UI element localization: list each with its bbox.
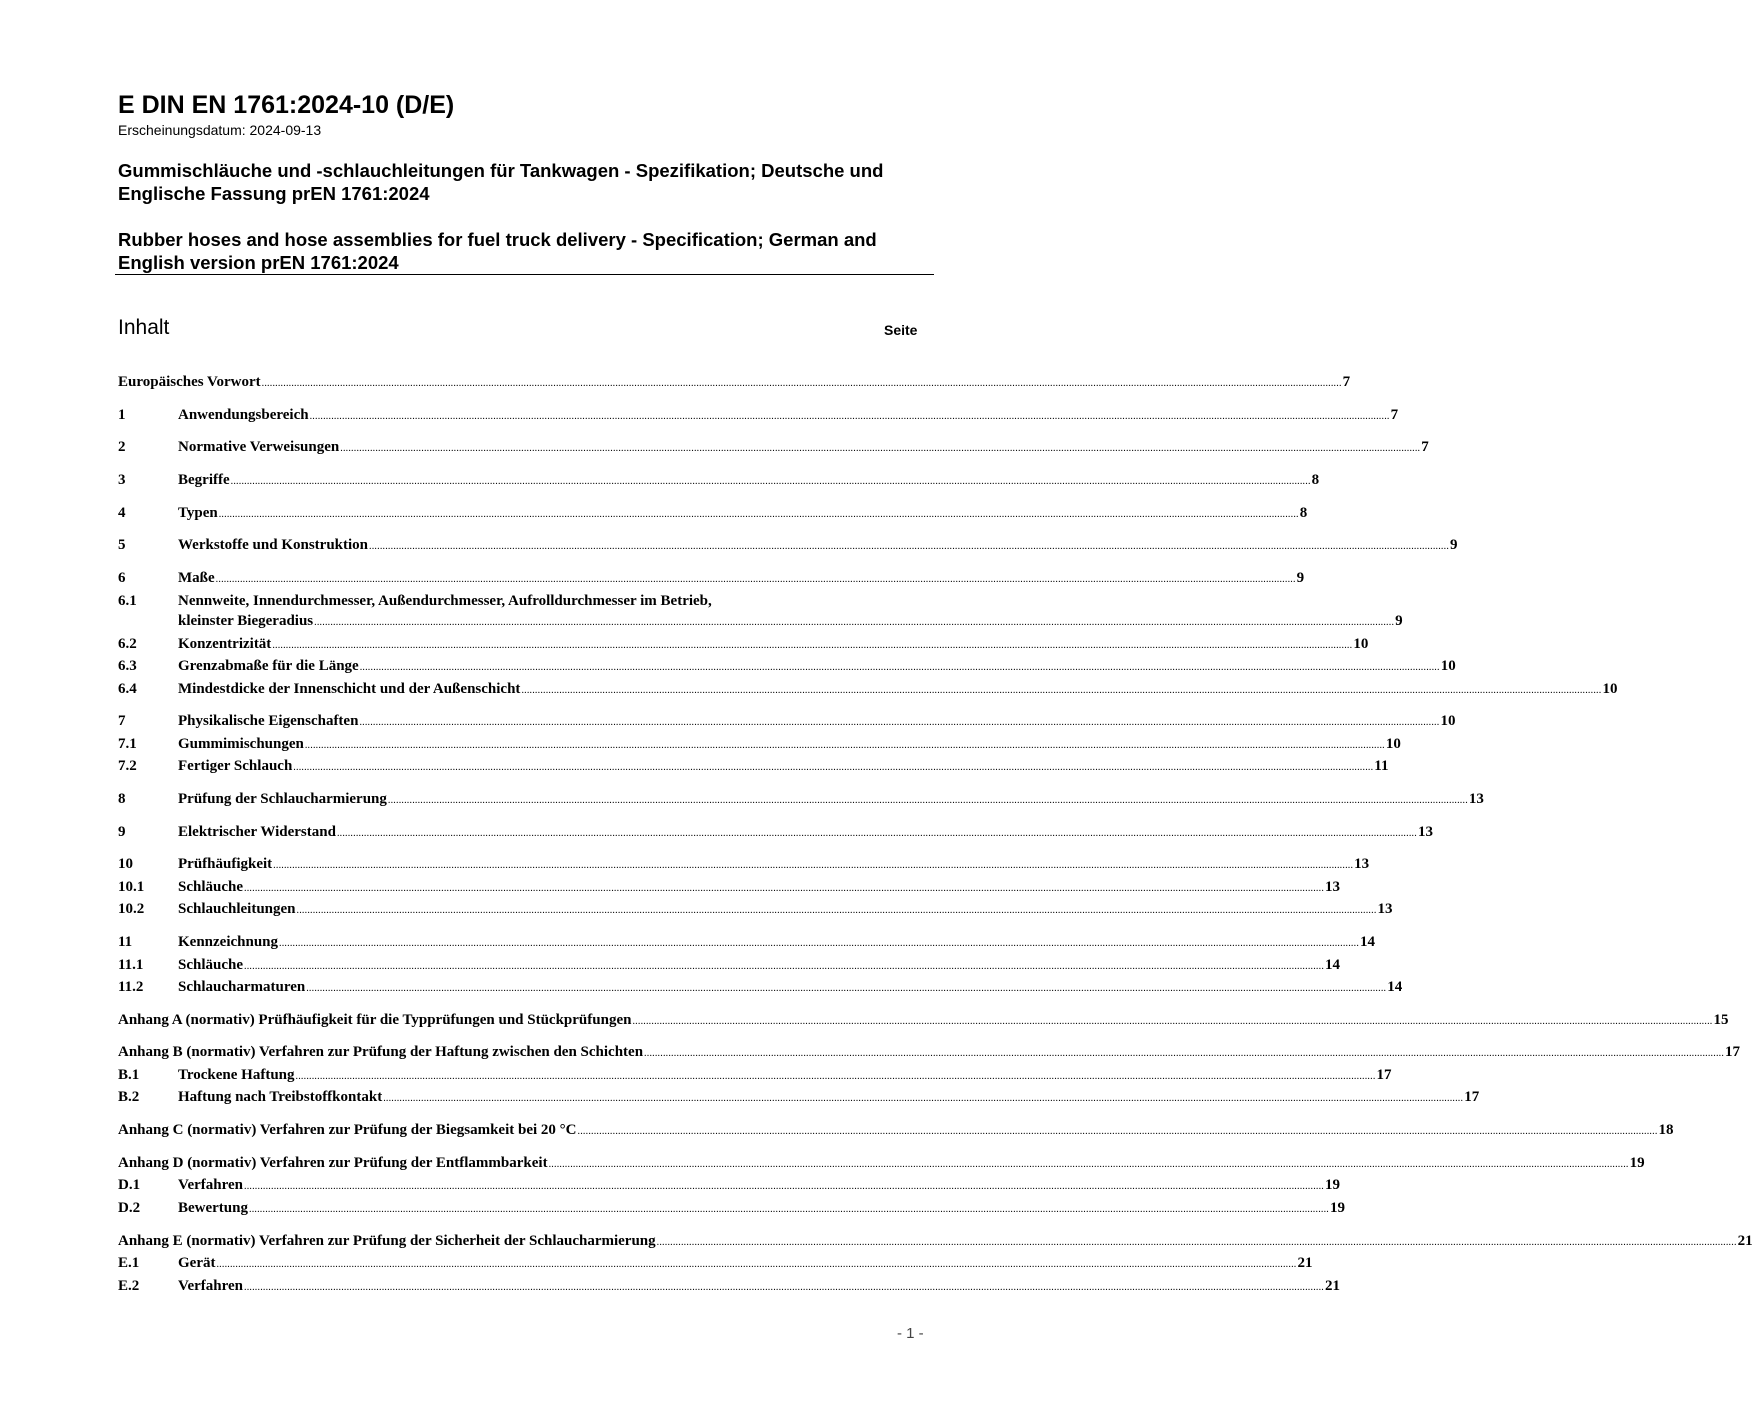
toc-entry[interactable] xyxy=(118,734,1401,757)
toc-leader-dots: ................................................................................................................................................................................................................................................................................................................................................................................................................ xyxy=(216,1259,1297,1270)
toc-entry-page: 9 xyxy=(1395,613,1403,630)
toc-entry[interactable] xyxy=(118,503,1308,526)
title-english: Rubber hoses and hose assemblies for fuel truck delivery - Specification; German and English version prEN 1761:2024 xyxy=(118,229,877,273)
toc-entry[interactable] xyxy=(118,1042,1741,1065)
toc-entry-title: Europäisches Vorwort xyxy=(118,374,261,390)
toc-leader-dots: ................................................................................................................................................................................................................................................................................................................................................................................................................ xyxy=(272,639,1353,651)
toc-entry-title: Schlauchleitungen xyxy=(178,901,296,918)
toc-entry-title: Gerät xyxy=(178,1255,216,1271)
toc-entry-page: 13 xyxy=(1377,901,1393,918)
toc-entry-page: 9 xyxy=(1296,570,1305,587)
contents-heading: Inhalt xyxy=(118,316,170,339)
toc-entry-number: D.1 xyxy=(118,1177,141,1194)
toc-leader-dots: ................................................................................................................................................................................................................................................................................................................................................................................................................ xyxy=(314,617,1395,629)
toc-leader-dots: ................................................................................................................................................................................................................................................................................................................................................................................................................ xyxy=(359,717,1440,729)
toc-entry-page: 17 xyxy=(1464,1089,1480,1106)
toc-leader-dots: ................................................................................................................................................................................................................................................................................................................................................................................................................ xyxy=(336,827,1417,839)
toc-leader-dots: ................................................................................................................................................................................................................................................................................................................................................................................................................ xyxy=(656,1236,1737,1248)
toc-entry-page: 8 xyxy=(1299,504,1308,521)
toc-entry-page: 13 xyxy=(1325,878,1341,895)
toc-entry-page: 14 xyxy=(1325,956,1341,973)
toc-entry-number: 7.1 xyxy=(118,735,137,752)
toc-leader-dots: ................................................................................................................................................................................................................................................................................................................................................................................................................ xyxy=(548,1158,1629,1170)
toc-entry-number: 11.1 xyxy=(118,956,144,973)
toc-entry-number: 11.2 xyxy=(118,979,144,996)
toc-entry-page: 13 xyxy=(1468,791,1484,807)
toc-entry-page: 10 xyxy=(1440,658,1456,675)
toc-entry[interactable] xyxy=(118,591,1403,634)
toc-leader-dots: ................................................................................................................................................................................................................................................................................................................................................................................................................ xyxy=(577,1126,1658,1138)
toc-entry-title: Kennzeichnung xyxy=(178,934,279,951)
toc-entry-title: Haftung nach Treibstoffkontakt xyxy=(178,1089,383,1106)
toc-leader-dots: ................................................................................................................................................................................................................................................................................................................................................................................................................ xyxy=(244,882,1325,894)
toc-entry-title: Physikalische Eigenschaften xyxy=(178,713,359,730)
page-number: - 1 - xyxy=(897,1325,924,1342)
toc-entry-title: Nennweite, Innendurchmesser, Außendurchmesser, Aufrolldurchmesser im Betrieb, xyxy=(178,592,712,609)
toc-leader-dots: ................................................................................................................................................................................................................................................................................................................................................................................................................ xyxy=(359,662,1440,674)
toc-entry[interactable] xyxy=(118,372,1351,395)
toc-entry-title: Verfahren xyxy=(178,1277,243,1294)
toc-leader-dots: ................................................................................................................................................................................................................................................................................................................................................................................................................ xyxy=(304,739,1385,751)
toc-entry[interactable] xyxy=(118,899,1393,922)
toc-entry-title: Werkstoffe und Konstruktion xyxy=(178,537,369,554)
toc-entry[interactable] xyxy=(118,977,1403,1000)
toc-leader-dots: ................................................................................................................................................................................................................................................................................................................................................................................................................ xyxy=(387,795,1468,806)
toc-entry-number: 6.2 xyxy=(118,635,137,652)
toc-entry-page: 10 xyxy=(1602,680,1618,697)
toc-entry-page: 7 xyxy=(1390,406,1399,423)
toc-leader-dots: ................................................................................................................................................................................................................................................................................................................................................................................................................ xyxy=(383,1093,1464,1105)
toc-entry[interactable] xyxy=(118,822,1433,845)
toc-leader-dots: ................................................................................................................................................................................................................................................................................................................................................................................................................ xyxy=(215,574,1296,586)
toc-entry[interactable] xyxy=(118,1231,1753,1254)
toc-entry[interactable] xyxy=(118,1010,1729,1033)
toc-leader-dots: ................................................................................................................................................................................................................................................................................................................................................................................................................ xyxy=(244,1181,1324,1193)
toc-entry-number: 7.2 xyxy=(118,758,137,775)
toc-entry-page: 11 xyxy=(1374,758,1389,775)
toc-entry-title: Anhang C (normativ) Verfahren zur Prüfung der Biegsamkeit bei 20 °C xyxy=(118,1122,577,1139)
toc-entry[interactable] xyxy=(118,1065,1392,1088)
toc-entry[interactable] xyxy=(118,1175,1340,1198)
toc-entry-number: E.1 xyxy=(118,1255,140,1271)
toc-entry-number: B.1 xyxy=(118,1066,140,1083)
toc-entry-page: 9 xyxy=(1450,537,1458,554)
toc-entry-title: Schläuche xyxy=(178,878,244,895)
toc-entry-page: 19 xyxy=(1330,1199,1345,1216)
toc-entry-page: 14 xyxy=(1387,979,1403,996)
toc-leader-dots: ................................................................................................................................................................................................................................................................................................................................................................................................................ xyxy=(309,410,1390,422)
toc-entry[interactable] xyxy=(118,756,1389,779)
toc-entry-number: 6.3 xyxy=(118,658,137,675)
toc-leader-dots: ................................................................................................................................................................................................................................................................................................................................................................................................................ xyxy=(249,1203,1329,1215)
toc-leader-dots: ................................................................................................................................................................................................................................................................................................................................................................................................................ xyxy=(261,378,1342,389)
title-german: Gummischläuche und -schlauchleitungen für Tankwagen - Spezifikation; Deutsche und Englische Fassung prEN 1761:2024 xyxy=(118,160,884,204)
toc-entry[interactable] xyxy=(118,437,1429,460)
toc-entry-title: Maße xyxy=(178,570,215,587)
toc-entry[interactable] xyxy=(118,1087,1480,1110)
toc-entry-title: Typen xyxy=(178,504,218,521)
toc-entry[interactable] xyxy=(118,1120,1674,1143)
toc-entry-page: 10 xyxy=(1353,635,1369,652)
toc-entry-page: 18 xyxy=(1658,1122,1674,1139)
toc-entry[interactable] xyxy=(118,711,1456,734)
toc-entry-title: Anhang A (normativ) Prüfhäufigkeit für die Typprüfungen und Stückprüfungen xyxy=(118,1011,632,1028)
toc-entry[interactable] xyxy=(118,405,1399,428)
toc-entry-page: 14 xyxy=(1360,934,1376,951)
toc-entry-number: 4 xyxy=(118,504,126,521)
toc-entry[interactable] xyxy=(118,1276,1340,1299)
toc-entry[interactable] xyxy=(118,789,1484,812)
toc-entry-title: Schlaucharmaturen xyxy=(178,979,306,996)
toc-entry[interactable] xyxy=(118,877,1341,900)
toc-entry-number: 2 xyxy=(118,439,126,456)
toc-entry-page: 17 xyxy=(1725,1044,1741,1061)
toc-entry-page: 21 xyxy=(1297,1255,1313,1271)
toc-leader-dots: ................................................................................................................................................................................................................................................................................................................................................................................................................ xyxy=(369,541,1450,553)
toc-leader-dots: ................................................................................................................................................................................................................................................................................................................................................................................................................ xyxy=(218,508,1299,520)
toc-entry-page: 13 xyxy=(1354,856,1370,873)
toc-entry[interactable] xyxy=(118,854,1370,877)
table-of-contents xyxy=(118,372,1753,1298)
toc-leader-dots: ................................................................................................................................................................................................................................................................................................................................................................................................................ xyxy=(293,762,1374,774)
toc-entry-number: B.2 xyxy=(118,1089,140,1106)
toc-entry-number: 8 xyxy=(118,791,126,807)
toc-entry[interactable] xyxy=(118,568,1305,591)
toc-entry-page: 21 xyxy=(1737,1232,1753,1249)
toc-leader-dots: ................................................................................................................................................................................................................................................................................................................................................................................................................ xyxy=(632,1015,1713,1027)
toc-entry[interactable] xyxy=(118,1198,1345,1221)
toc-entry[interactable] xyxy=(118,535,1458,558)
toc-entry-title: Schläuche xyxy=(178,956,244,973)
toc-leader-dots: ................................................................................................................................................................................................................................................................................................................................................................................................................ xyxy=(273,860,1354,872)
toc-entry-number: 3 xyxy=(118,472,126,489)
toc-entry[interactable] xyxy=(118,656,1456,679)
toc-leader-dots: ................................................................................................................................................................................................................................................................................................................................................................................................................ xyxy=(644,1048,1725,1060)
toc-entry-page: 15 xyxy=(1713,1011,1729,1028)
toc-entry-number: D.2 xyxy=(118,1199,141,1216)
toc-entry[interactable] xyxy=(118,679,1618,702)
toc-entry-title: Trockene Haftung xyxy=(178,1066,295,1083)
toc-entry-title: Normative Verweisungen xyxy=(178,439,340,456)
toc-entry[interactable] xyxy=(118,955,1341,978)
toc-leader-dots: ................................................................................................................................................................................................................................................................................................................................................................................................................ xyxy=(295,1070,1376,1082)
toc-entry-title: Anwendungsbereich xyxy=(178,406,309,423)
toc-entry-number: 10.2 xyxy=(118,901,145,918)
toc-entry-title: Begriffe xyxy=(178,472,230,489)
toc-entry-page: 17 xyxy=(1376,1066,1392,1083)
toc-entry-title: Anhang D (normativ) Verfahren zur Prüfung der Entflammbarkeit xyxy=(118,1154,548,1171)
toc-entry-page: 8 xyxy=(1311,472,1320,489)
toc-leader-dots: ................................................................................................................................................................................................................................................................................................................................................................................................................ xyxy=(230,476,1311,488)
toc-entry-number: 6 xyxy=(118,570,126,587)
toc-entry[interactable] xyxy=(118,470,1320,493)
toc-entry[interactable] xyxy=(118,634,1369,657)
toc-entry-page: 13 xyxy=(1417,823,1433,840)
toc-entry-page: 7 xyxy=(1342,374,1351,390)
toc-entry-title: Grenzabmaße für die Länge xyxy=(178,658,359,675)
document-id: E DIN EN 1761:2024-10 (D/E) xyxy=(118,91,455,119)
toc-entry-number: 7 xyxy=(118,713,126,730)
toc-entry-number: 5 xyxy=(118,537,126,554)
toc-entry-number: 1 xyxy=(118,406,126,423)
toc-entry[interactable] xyxy=(118,932,1376,955)
toc-entry-title: Verfahren xyxy=(178,1177,243,1194)
toc-entry-title: kleinster Biegeradius xyxy=(178,613,314,630)
toc-entry-number: 6.4 xyxy=(118,680,137,697)
publication-date: Erscheinungsdatum: 2024-09-13 xyxy=(118,122,322,138)
toc-entry-title: Konzentrizität xyxy=(178,635,272,652)
toc-entry-title: Gummimischungen xyxy=(178,735,304,752)
toc-entry-title: Fertiger Schlauch xyxy=(178,758,293,775)
toc-entry[interactable] xyxy=(118,1253,1313,1276)
toc-entry-number: 9 xyxy=(118,823,126,840)
toc-leader-dots: ................................................................................................................................................................................................................................................................................................................................................................................................................ xyxy=(340,443,1421,455)
toc-entry-title: Mindestdicke der Innenschicht und der Außenschicht xyxy=(178,680,521,697)
toc-entry-page: 19 xyxy=(1325,1177,1340,1194)
toc-entry-number: 10 xyxy=(118,856,133,873)
toc-entry-title: Anhang B (normativ) Verfahren zur Prüfung der Haftung zwischen den Schichten xyxy=(118,1044,644,1061)
page-column-label: Seite xyxy=(884,322,918,338)
toc-entry[interactable] xyxy=(118,1153,1645,1176)
toc-entry-page: 21 xyxy=(1325,1277,1340,1294)
toc-leader-dots: ................................................................................................................................................................................................................................................................................................................................................................................................................ xyxy=(521,684,1602,696)
toc-entry-number: E.2 xyxy=(118,1277,140,1294)
toc-entry-page: 19 xyxy=(1629,1154,1645,1171)
toc-entry-number: 6.1 xyxy=(118,592,137,609)
toc-entry-number: 11 xyxy=(118,934,133,951)
toc-entry-number: 10.1 xyxy=(118,878,145,895)
toc-entry-title: Elektrischer Widerstand xyxy=(178,823,336,840)
toc-entry-title: Prüfung der Schlaucharmierung xyxy=(178,791,387,807)
toc-leader-dots: ................................................................................................................................................................................................................................................................................................................................................................................................................ xyxy=(306,983,1387,995)
toc-entry-page: 7 xyxy=(1421,439,1429,456)
toc-entry-page: 10 xyxy=(1385,735,1401,752)
toc-entry-title: Anhang E (normativ) Verfahren zur Prüfung der Sicherheit der Schlaucharmierung xyxy=(118,1232,656,1249)
toc-leader-dots: ................................................................................................................................................................................................................................................................................................................................................................................................................ xyxy=(244,1281,1324,1293)
toc-leader-dots: ................................................................................................................................................................................................................................................................................................................................................................................................................ xyxy=(279,938,1360,950)
toc-entry-page: 10 xyxy=(1440,713,1456,730)
toc-leader-dots: ................................................................................................................................................................................................................................................................................................................................................................................................................ xyxy=(244,960,1325,972)
header-divider xyxy=(115,274,934,275)
toc-entry-title: Prüfhäufigkeit xyxy=(178,856,273,873)
toc-leader-dots: ................................................................................................................................................................................................................................................................................................................................................................................................................ xyxy=(296,905,1377,917)
toc-entry-title: Bewertung xyxy=(178,1199,248,1216)
